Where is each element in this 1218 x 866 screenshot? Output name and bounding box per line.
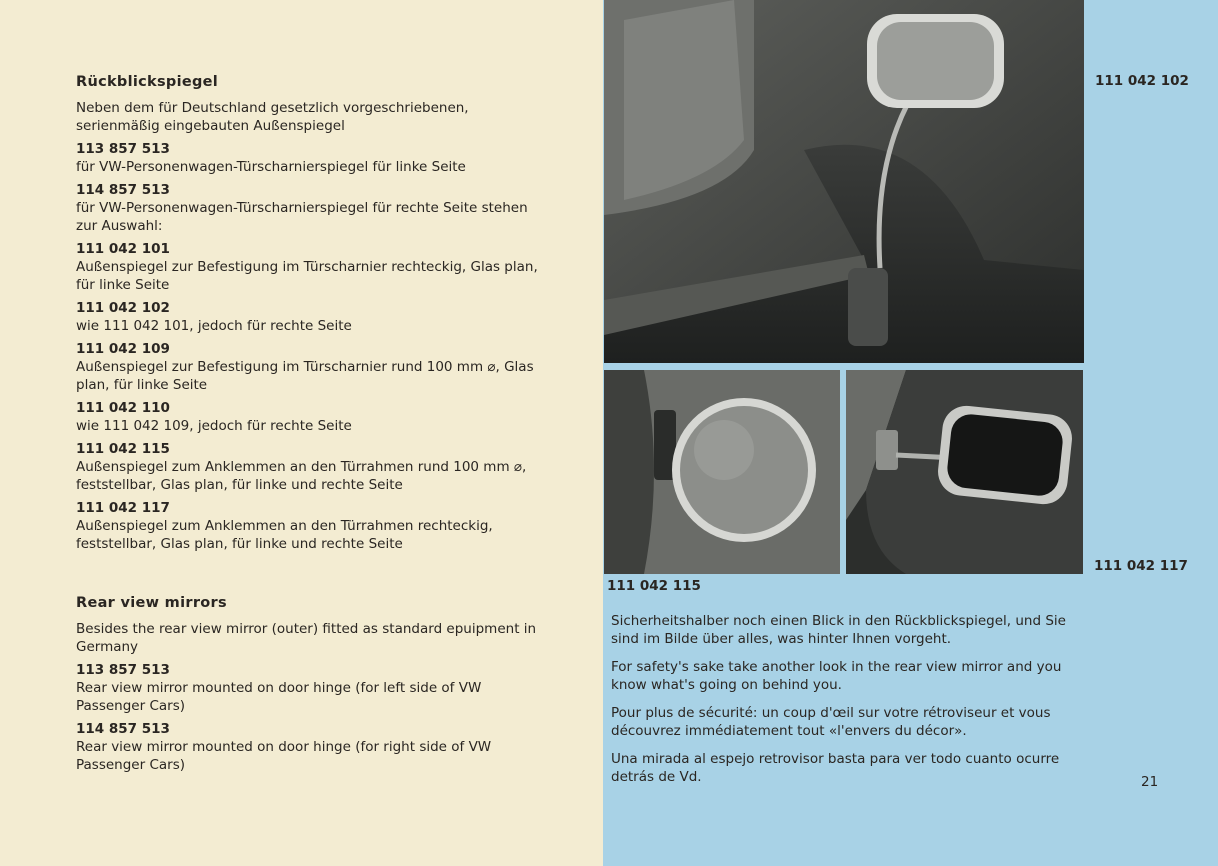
part-description: Rear view mirror mounted on door hinge (for left side of VW Passenger Cars)	[76, 680, 482, 714]
multilingual-notes	[611, 612, 1087, 796]
photo-caption: 111 042 115	[607, 578, 701, 594]
note-english: For safety's sake take another look in the rear view mirror and you know what's going on behind you.	[611, 659, 1062, 693]
part-number: 111 042 102	[76, 300, 170, 316]
right-page	[603, 0, 1218, 866]
german-section	[76, 74, 552, 779]
part-number: 111 042 117	[76, 500, 170, 516]
german-heading: Rückblickspiegel	[76, 74, 219, 90]
photo-caption: 111 042 102	[1095, 73, 1189, 89]
part-description: für VW-Personenwagen-Türscharnierspiegel für rechte Seite stehen zur Auswahl:	[76, 200, 528, 234]
note-spanish: Una mirada al espejo retrovisor basta para ver todo cuanto ocurre detrás de Vd.	[611, 751, 1060, 785]
part-number: 111 042 101	[76, 241, 170, 257]
part-description: für VW-Personenwagen-Türscharnierspiegel für linke Seite	[76, 159, 466, 175]
part-description: Außenspiegel zur Befestigung im Türscharnier rechteckig, Glas plan, für linke Seite	[76, 259, 538, 293]
english-intro: Besides the rear view mirror (outer) fitted as standard epuipment in Germany	[76, 621, 537, 655]
photo-door-hinge-mirror	[604, 0, 1084, 363]
left-page	[0, 0, 603, 866]
part-description: Außenspiegel zum Anklemmen an den Türrahmen rechteckig, feststellbar, Glas plan, für linke und rechte Seite	[76, 518, 493, 552]
english-section	[76, 595, 552, 774]
part-description: wie 111 042 109, jedoch für rechte Seite	[76, 418, 352, 434]
page-number: 21	[1141, 774, 1159, 790]
part-description: wie 111 042 101, jedoch für rechte Seite	[76, 318, 352, 334]
note-french: Pour plus de sécurité: un coup d'œil sur votre rétroviseur et vous découvrez immédiatement tout «l'envers du décor».	[611, 705, 1051, 739]
part-number: 111 042 115	[76, 441, 170, 457]
part-number: 111 042 110	[76, 400, 170, 416]
part-number: 114 857 513	[76, 182, 170, 198]
part-number: 111 042 109	[76, 341, 170, 357]
photo-rectangular-clamp-mirror	[846, 370, 1083, 574]
photo-round-clamp-mirror	[604, 370, 840, 574]
part-number: 113 857 513	[76, 662, 170, 678]
part-description: Rear view mirror mounted on door hinge (for right side of VW Passenger Cars)	[76, 739, 492, 773]
german-intro: Neben dem für Deutschland gesetzlich vorgeschriebenen, serienmäßig eingebauten Außenspiegel	[76, 100, 469, 134]
photo-caption: 111 042 117	[1094, 558, 1188, 574]
part-description: Außenspiegel zur Befestigung im Türscharnier rund 100 mm ⌀, Glas plan, für linke Seite	[76, 359, 534, 393]
english-heading: Rear view mirrors	[76, 595, 227, 611]
part-description: Außenspiegel zum Anklemmen an den Türrahmen rund 100 mm ⌀, feststellbar, Glas plan, für linke und rechte Seite	[76, 459, 527, 493]
part-number: 113 857 513	[76, 141, 170, 157]
note-german: Sicherheitshalber noch einen Blick in den Rückblickspiegel, und Sie sind im Bilde über alles, was hinter Ihnen vorgeht.	[611, 613, 1066, 647]
part-number: 114 857 513	[76, 721, 170, 737]
